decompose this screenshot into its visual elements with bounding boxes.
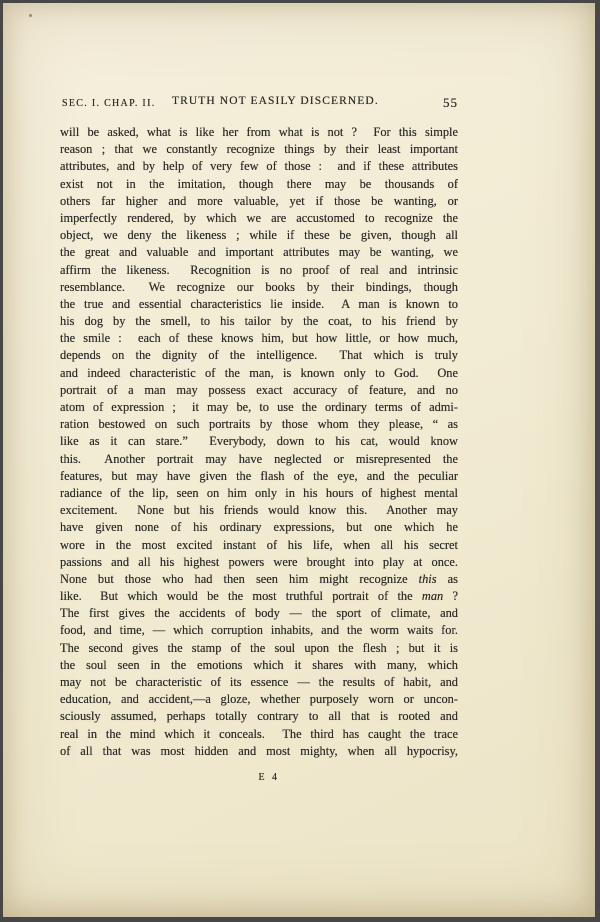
text-line: others far higher and more valuable, yet if those be wanting, or (60, 193, 458, 208)
text-line: the smile : each of these knows him, but how little, or how much, (60, 331, 458, 346)
body-text (60, 124, 458, 760)
running-title: TRUTH NOT EASILY DISCERNED. (172, 95, 379, 107)
text-line: atom of expression ; it may be, to use the ordinary terms of admi- (60, 400, 458, 414)
text-line: food, and time, — which corruption inhabits, and the worm waits for. (60, 623, 458, 638)
text-line: have given none of his ordinary expressions, but one which he (60, 520, 458, 535)
text-line: depends on the dignity of the intelligence. That which is truly (60, 348, 458, 363)
text-line: attributes, and by help of very few of those : and if these attributes (60, 159, 458, 174)
text-line: ration bestowed on such portraits by those whom they please, “ as (60, 417, 458, 432)
text-line: affirm the likeness. Recognition is no proof of real and intrinsic (60, 262, 458, 277)
text-line: of all that was most hidden and most mighty, when all hypocrisy, (60, 743, 458, 758)
text-line: imperfectly rendered, by which we are accustomed to recognize the (60, 210, 458, 225)
text-line: excitement. None but his friends would know this. Another may (60, 503, 458, 518)
text-line: like. But which would be the most truthful portrait of the man ? (60, 589, 458, 604)
text-line: radiance of the lip, seen on him only in his hours of highest mental (60, 485, 458, 500)
text-line: education, and accident,—a gloze, whether purposely worn or uncon- (60, 692, 458, 707)
running-header (60, 95, 458, 112)
paper-speck (29, 14, 32, 17)
text-line: None but those who had then seen him might recognize this as (60, 571, 458, 586)
text-line: the true and essential characteristics lie inside. A man is known to (60, 296, 458, 311)
page-number: 55 (443, 95, 458, 110)
text-line: wore in the most excited instant of his life, when all his secret (60, 537, 458, 552)
text-line: this. Another portrait may have neglected or misrepresented the (60, 451, 458, 466)
text-line: like as it can stare.” Everybody, down to his cat, would know (60, 434, 458, 449)
text-line: his dog by the smell, to his tailor by the coat, to his friend by (60, 314, 458, 329)
text-line: portrait of a man may possess exact accuracy of feature, and no (60, 382, 458, 397)
text-line: passions and all his highest powers were brought into play at once. (60, 554, 458, 569)
text-line: resemblance. We recognize our books by their bindings, though (60, 279, 458, 294)
section-chapter-label: SEC. I. CHAP. II. (62, 98, 156, 109)
text-line: real in the mind which it conceals. The third has caught the trace (60, 726, 458, 741)
text-line: the soul seen in the emotions which it shares with many, which (60, 657, 458, 672)
text-line: the great and valuable and important attributes may be wanting, we (60, 245, 458, 260)
text-line: features, but may have given the flash of the eye, and the peculiar (60, 468, 458, 483)
printer-signature: E 4 (258, 772, 280, 783)
text-line: and indeed characteristic of the man, is known only to God. One (60, 365, 458, 380)
text-line: The second gives the stamp of the soul upon the flesh ; but it is (60, 640, 458, 655)
text-line: The first gives the accidents of body — the sport of climate, and (60, 606, 458, 621)
text-line: exist not in the imitation, though there may be thousands of (60, 176, 458, 191)
book-page (3, 3, 595, 917)
text-line: object, we deny the likeness ; while if these be given, though all (60, 228, 458, 243)
text-line: reason ; that we constantly recognize things by their least important (60, 142, 458, 157)
text-line: will be asked, what is like her from what is not ? For this simple (60, 125, 458, 139)
text-line: may not be characteristic of its essence — the results of habit, and (60, 675, 458, 689)
text-line: sciously assumed, perhaps totally contrary to all that is rooted and (60, 709, 458, 724)
